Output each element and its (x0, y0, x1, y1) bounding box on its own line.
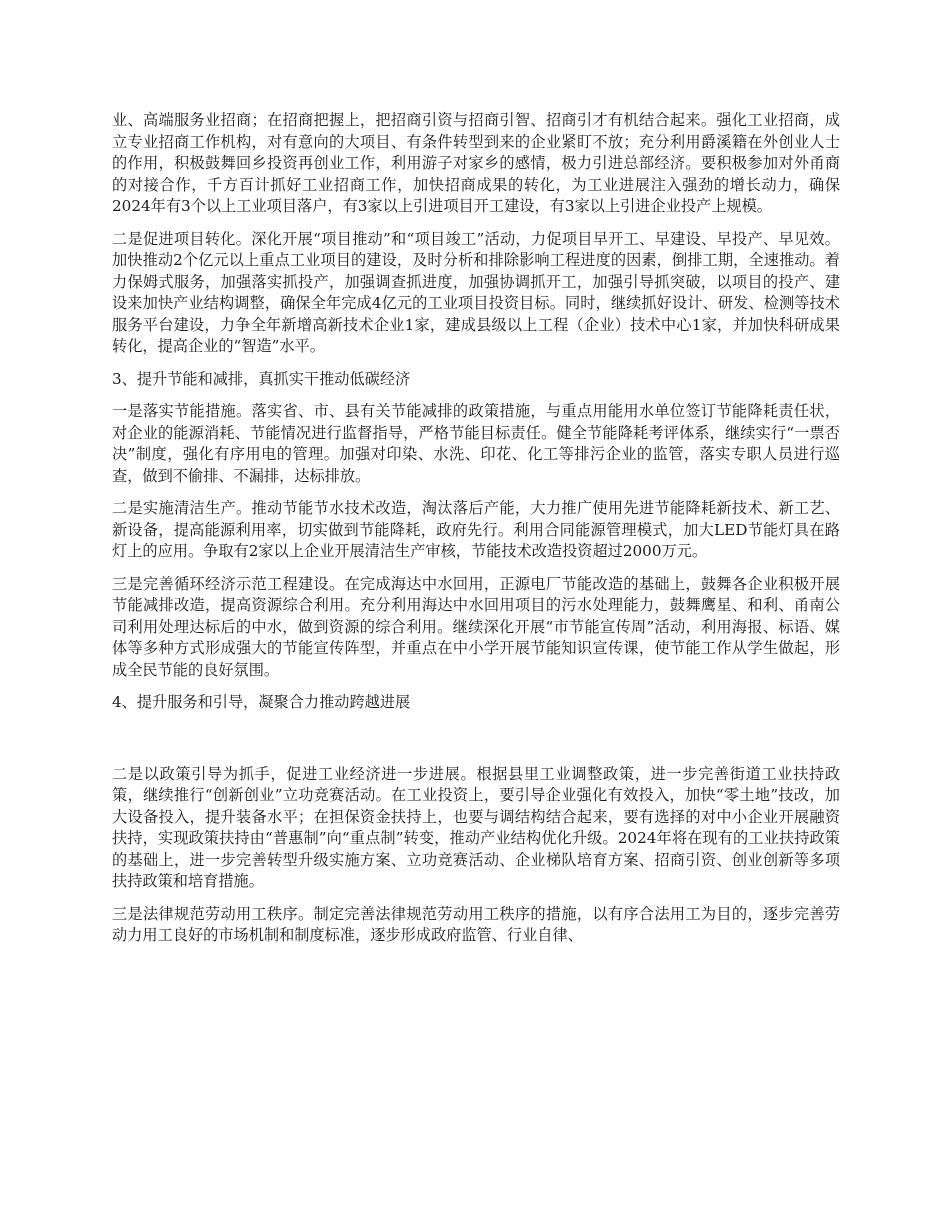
paragraph-circular-economy: 三是完善循环经济示范工程建设。在完成海达中水回用，正源电厂节能改造的基础上，鼓舞各企业积极开展节能减排改造，提高资源综合利用。充分利用海达中水回用项目的污水处理能力，鼓舞鹰星、和利、甬南公司利用处理达标后的中水，做到资源的综合利用。继续深化开展“市节能宣传周”活动，利用海报、标语、媒体等多种方式形成强大的节能宣传阵型，并重点在中小学开展节能知识宣传课，使节能工作从学生做起，形成全民节能的良好氛围。 (112, 574, 840, 679)
paragraph-clean-production: 二是实施清洁生产。推动节能节水技术改造，淘汰落后产能，大力推广使用先进节能降耗新技术、新工艺、新设备，提高能源利用率，切实做到节能降耗，政府先行。利用合同能源管理模式，加大LED节能灯具在路灯上的应用。争取有2家以上企业开展清洁生产审核，节能技术改造投资超过2000万元。 (112, 499, 840, 560)
paragraph-investment: 业、高端服务业招商；在招商把握上，把招商引资与招商引智、招商引才有机结合起来。强化工业招商，成立专业招商工作机构，对有意向的大项目、有条件转型到来的企业紧盯不放；充分利用爵溪籍在外创业人士的作用，积极鼓舞回乡投资再创业工作，利用游子对家乡的感情，极力引进总部经济。要积极参加对外甬商的对接合作，千方百计抓好工业招商工作，加快招商成果的转化，为工业进展注入强劲的增长动力，确保2024年有3个以上工业项目落户，有3家以上引进项目开工建设，有3家以上引进企业投产上规模。 (112, 111, 840, 215)
paragraph-project-conversion: 二是促进项目转化。深化开展“项目推动”和“项目竣工”活动，力促项目早开工、早建设、早投产、早见效。加快推动2个亿元以上重点工业项目的建设，及时分析和排除影响工程进度的因素，倒排工期，全速推动。着力保姆式服务，加强落实抓投产，加强调查抓进度，加强协调抓开工，加强引导抓突破，以项目的投产、建设来加快产业结构调整，确保全年完成4亿元的工业项目投资目标。同时，继续抓好设计、研发、检测等技术服务平台建设，力争全年新增高新技术企业1家，建成县级以上工程（企业）技术中心1家，并加快科研成果转化，提高企业的“智造”水平。 (112, 229, 840, 355)
paragraph-policy-guidance: 二是以政策引导为抓手，促进工业经济进一步进展。根据县里工业调整政策，进一步完善街道工业扶持政策，继续推行“创新创业”立功竞赛活动。在工业投资上，要引导企业强化有效投入，加快“零土地”技改，加大设备投入，提升装备水平；在担保资金扶持上，也要与调结构结合起来，要有选择的对中小企业开展融资扶持，实现政策扶持由“普惠制”向“重点制”转变，推动产业结构优化升级。2024年将在现有的工业扶持政策的基础上，进一步完善转型升级实施方案、立功竞赛活动、企业梯队培育方案、招商引资、创业创新等多项扶持政策和培育措施。 (112, 764, 840, 890)
paragraph-energy-measures: 一是落实节能措施。落实省、市、县有关节能减排的政策措施，与重点用能用水单位签订节能降耗责任状，对企业的能源消耗、节能情况进行监督指导，严格节能目标责任。健全节能降耗考评体系，继续实行“一票否决”制度，强化有序用电的管理。加强对印染、水洗、印花、化工等排污企业的监管，落实专职人员进行巡查，做到不偷排、不漏排，达标排放。 (112, 402, 840, 485)
paragraph-labor-order: 三是法律规范劳动用工秩序。制定完善法律规范劳动用工秩序的措施，以有序合法用工为目的，逐步完善劳动力用工良好的市场机制和制度标准，逐步形成政府监管、行业自律、 (112, 904, 840, 944)
section-heading-3: 3、提升节能和减排，真抓实干推动低碳经济 (112, 369, 411, 388)
section-heading-4: 4、提升服务和引导，凝聚合力推动跨越进展 (112, 693, 411, 711)
document-page (112, 110, 840, 958)
